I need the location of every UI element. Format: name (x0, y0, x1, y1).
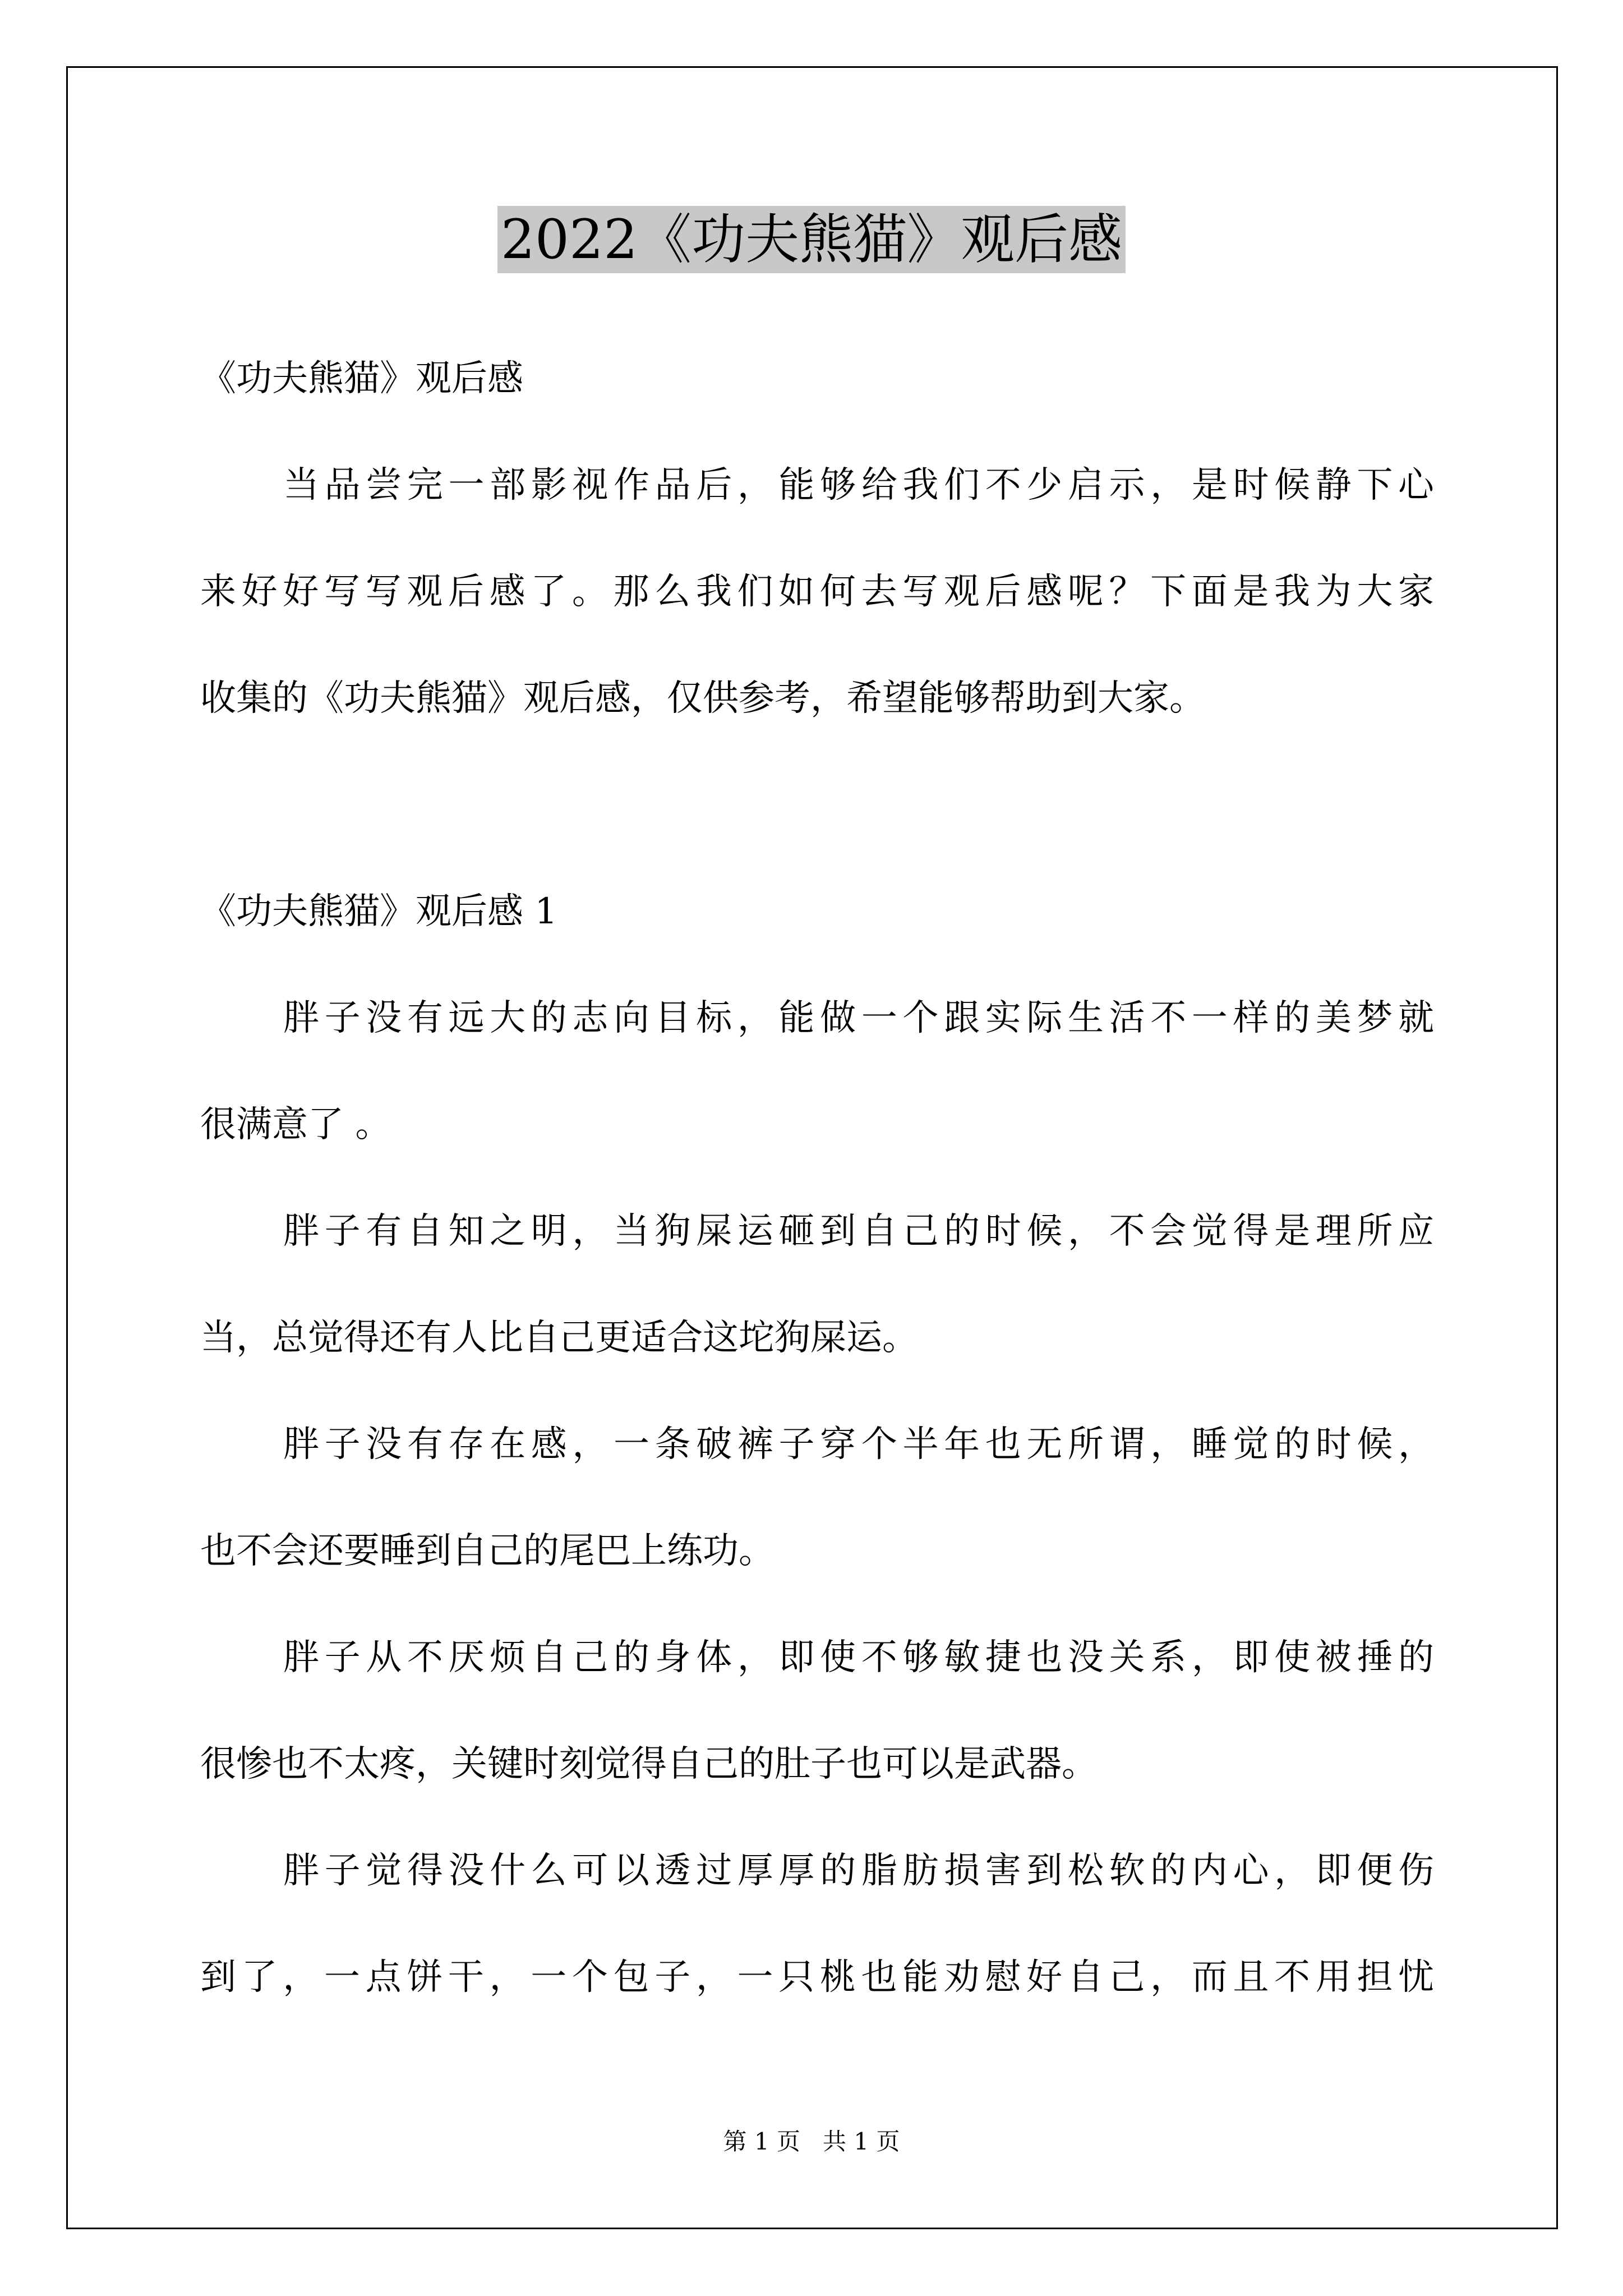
intro-line: 收集的《功夫熊猫》观后感，仅供参考，希望能够帮助到大家。 (200, 678, 1205, 719)
intro-line: 来好好写写观后感了。那么我们如何去写观后感呢？下面是我为大家 (200, 571, 1434, 613)
paragraph-line: 也不会还要睡到自己的尾巴上练功。 (200, 1530, 774, 1572)
paragraph-line: 胖子没有远大的志向目标，能做一个跟实际生活不一样的美梦就 (283, 997, 1434, 1039)
paragraph-line: 很惨也不太疼，关键时刻觉得自己的肚子也可以是武器。 (200, 1743, 1098, 1785)
paragraph-line: 到了，一点饼干，一个包子，一只桃也能劝慰好自己，而且不用担忧 (200, 1957, 1434, 1998)
document-title-text: 2022《功夫熊猫》观后感 (497, 206, 1126, 273)
intro-heading: 《功夫熊猫》观后感 (200, 358, 523, 399)
section-heading: 《功夫熊猫》观后感 1 (200, 891, 558, 932)
intro-line: 当品尝完一部影视作品后，能够给我们不少启示，是时候静下心 (283, 464, 1434, 506)
page-footer: 第 1 页 共 1 页 (723, 2128, 900, 2155)
document-title (0, 203, 1623, 276)
paragraph-line: 胖子觉得没什么可以透过厚厚的脂肪损害到松软的内心，即便伤 (283, 1850, 1434, 1892)
paragraph-line: 胖子从不厌烦自己的身体，即使不够敏捷也没关系，即使被捶的 (283, 1637, 1434, 1678)
paragraph-line: 很满意了 。 (200, 1104, 391, 1145)
paragraph-line: 当，总觉得还有人比自己更适合这坨狗屎运。 (200, 1317, 918, 1359)
paragraph-line: 胖子没有存在感，一条破裤子穿个半年也无所谓，睡觉的时候， (283, 1424, 1434, 1465)
paragraph-line: 胖子有自知之明，当狗屎运砸到自己的时候，不会觉得是理所应 (283, 1211, 1434, 1252)
